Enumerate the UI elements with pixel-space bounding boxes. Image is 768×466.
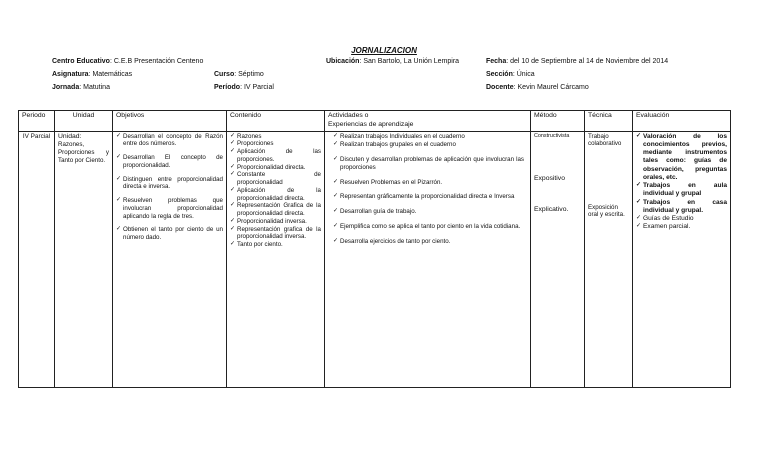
evaluacion-item: ✓ Examen parcial.	[636, 223, 727, 231]
actividad-item: ✓ Resuelven Problemas en el Pizarrón.	[333, 179, 524, 187]
header-ubicacion: Ubicación: San Bartolo, La Unión Lempira	[326, 58, 460, 65]
metodo-item: Expositivo	[534, 174, 565, 182]
cell-tecnica	[585, 131, 633, 387]
actividad-item: ✓ Representan gráficamente la proporcionalidad directa e Inversa	[333, 193, 524, 201]
cell-periodo: IV Parcial	[19, 131, 55, 387]
evaluacion-item: ✓ Trabajos en casa individual y grupal.	[636, 199, 727, 215]
col-header-evaluacion: Evaluación	[633, 111, 731, 132]
contenido-item: ✓ Proporciones	[230, 140, 321, 148]
table-row	[19, 131, 731, 387]
col-header-metodo: Método	[531, 111, 585, 132]
evaluacion-item: ✓ Guías de Estudio	[636, 215, 727, 223]
cell-unidad	[55, 131, 113, 387]
contenido-item: ✓ Aplicación de la proporcionalidad directa.	[230, 187, 321, 203]
objetivo-item: ✓ Resuelven problemas que involucran proporcionalidad aplicando la regla de tres.	[116, 197, 223, 220]
metodo-item: Explicativo.	[534, 205, 569, 213]
cell-metodo	[531, 131, 585, 387]
objetivo-item: ✓ Obtienen el tanto por ciento de un número dado.	[116, 226, 223, 242]
tecnica-item: Trabajo colaborativo	[588, 132, 622, 148]
actividad-item: ✓ Realizan trabajos Individuales en el cuaderno	[333, 133, 524, 141]
objetivo-item: ✓ Desarrollan El concepto de proporcionalidad.	[116, 154, 223, 170]
col-header-objetivos: Objetivos	[113, 111, 227, 132]
header-docente: Docente: Kevin Maurel Cárcamo	[486, 84, 589, 91]
contenido-item: ✓ Razones	[230, 133, 321, 141]
actividad-item: ✓ Desarrollan guía de trabajo.	[333, 208, 524, 216]
header-periodo: Período: IV Parcial	[214, 84, 274, 91]
unidad-desc: Razones, Proporciones y Tanto por Ciento.	[58, 141, 109, 164]
evaluacion-item: ✓ Trabajos en aula individual y grupal	[636, 182, 727, 198]
contenido-item: ✓ Tanto por ciento.	[230, 241, 321, 249]
tecnica-item: Exposición oral y escrita.	[588, 203, 625, 219]
actividad-item: ✓ Discuten y desarrollan problemas de aplicación que involucran las proporciones	[333, 156, 524, 172]
planning-table	[18, 110, 731, 388]
header-curso: Curso: Séptimo	[214, 71, 264, 78]
contenido-item: ✓ Proporcionalidad directa.	[230, 164, 321, 172]
col-header-periodo: Periodo	[19, 111, 55, 132]
contenido-item: ✓ Representación Grafica de la proporcionalidad directa.	[230, 202, 321, 218]
cell-objetivos	[113, 131, 227, 387]
col-header-actividades: Actividades o Experiencias de aprendizaje	[325, 111, 531, 132]
cell-contenido	[227, 131, 325, 387]
contenido-item: ✓ Aplicación de las proporciones.	[230, 148, 321, 164]
document-title: JORNALIZACION	[351, 46, 417, 55]
col-header-contenido: Contenido	[227, 111, 325, 132]
objetivo-item: ✓ Distinguen entre proporcionalidad directa e inversa.	[116, 176, 223, 192]
cell-evaluacion	[633, 131, 731, 387]
cell-actividades	[325, 131, 531, 387]
header-seccion: Sección: Única	[486, 71, 535, 78]
objetivo-item: ✓ Desarrollan el concepto de Razón entre dos números.	[116, 133, 223, 149]
header-jornada: Jornada: Matutina	[52, 84, 110, 91]
actividad-item: ✓ Ejemplifica como se aplica el tanto por ciento en la vida cotidiana.	[333, 223, 524, 231]
col-header-unidad: Unidad	[55, 111, 113, 132]
header-centro: Centro Educativo: C.E.B Presentación Centeno	[52, 58, 204, 65]
col-header-tecnica: Técnica	[585, 111, 633, 132]
header-asignatura: Asignatura: Matemáticas	[52, 71, 133, 78]
table-header-row	[19, 111, 731, 132]
contenido-item: ✓ Constante de proporcionalidad	[230, 171, 321, 187]
contenido-item: ✓ Proporcionalidad inversa.	[230, 218, 321, 226]
metodo-item: Constructivista	[534, 132, 570, 139]
evaluacion-item: ✓ Valoración de los conocimientos previos, mediante instrumentos tales como: guías de observación, preguntas orales, etc.	[636, 133, 727, 182]
actividad-item: ✓ Desarrolla ejercicios de tanto por ciento.	[333, 238, 524, 246]
unidad-title: Unidad:	[58, 132, 82, 140]
contenido-item: ✓ Representación grafica de la proporcionalidad inversa.	[230, 226, 321, 242]
header-fecha: Fecha: del 10 de Septiembre al 14 de Noviembre del 2014	[486, 58, 669, 65]
actividad-item: ✓ Realizan trabajos grupales en el cuaderno	[333, 141, 524, 149]
